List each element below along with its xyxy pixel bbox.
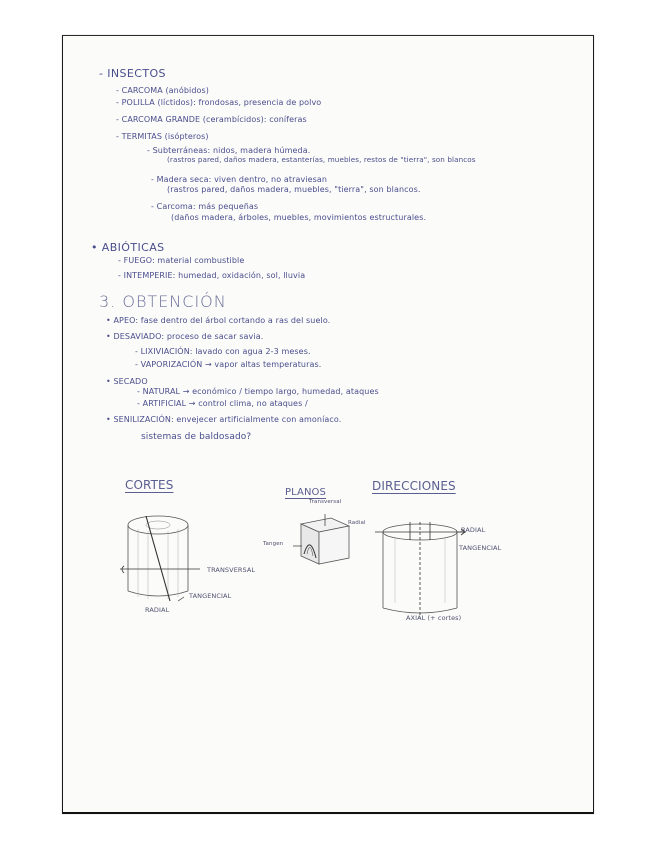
notebook-page xyxy=(62,35,594,814)
diagram-cortes-title: CORTES xyxy=(125,478,174,492)
obtencion-apeo: • APEO: fase dentro del árbol cortando a ras del suelo. xyxy=(106,316,331,325)
insectos-carcoma: - CARCOMA (anóbidos) xyxy=(116,86,209,95)
insectos-carcoma-grande: - CARCOMA GRANDE (cerambícidos): coníferas xyxy=(116,115,307,124)
section-abioticas-title: • ABIÓTICAS xyxy=(91,241,165,254)
cortes-label-radial: RADIAL xyxy=(145,606,170,614)
abioticas-fuego: - FUEGO: material combustible xyxy=(118,256,245,265)
obtencion-senilizacion: • SENILIZACIÓN: envejecer artificialmente con amoníaco. xyxy=(106,415,342,424)
termitas-madera-seca-detail: (rastros pared, daños madera, muebles, "tierra", son blancos. xyxy=(167,185,421,194)
obtencion-secado-artificial: - ARTIFICIAL → control clima, no ataques / xyxy=(137,399,308,408)
planos-label-radial: Radial xyxy=(348,520,366,526)
diagram-direcciones-title: DIRECCIONES xyxy=(372,479,456,493)
obtencion-vaporizacion: - VAPORIZACIÓN → vapor altas temperaturas. xyxy=(135,360,322,369)
obtencion-lixiviacion: - LIXIVIACIÓN: lavado con agua 2-3 meses. xyxy=(135,347,311,356)
termitas-subterraneas: - Subterráneas: nidos, madera húmeda. xyxy=(147,146,311,155)
planos-label-tangencial: Tangen xyxy=(263,541,284,547)
cortes-label-tangencial: TANGENCIAL xyxy=(189,592,232,600)
obtencion-secado: • SECADO xyxy=(106,377,148,386)
diagram-planos-title: PLANOS xyxy=(285,487,326,498)
obtencion-secado-natural: - NATURAL → económico / tiempo largo, humedad, ataques xyxy=(137,387,379,396)
direcciones-label-radial: RADIAL xyxy=(461,526,486,534)
direcciones-label-axial: AXIAL (+ cortes) xyxy=(406,614,462,622)
cortes-label-transversal: TRANSVERSAL xyxy=(207,566,256,574)
direcciones-label-tangencial: TANGENCIAL xyxy=(459,544,502,552)
insectos-termitas: - TERMITAS (isópteros) xyxy=(116,132,209,141)
abioticas-intemperie: - INTEMPERIE: humedad, oxidación, sol, lluvia xyxy=(118,271,306,280)
planos-label-transversal: Transversal xyxy=(309,499,342,505)
planos-cube-sketch xyxy=(291,506,361,566)
termitas-madera-seca: - Madera seca: viven dentro, no atraviesan xyxy=(151,175,328,184)
insectos-polilla: - POLILLA (líctidos): frondosas, presencia de polvo xyxy=(116,98,322,107)
termitas-carcoma: - Carcoma: más pequeñas xyxy=(151,202,259,211)
section-obtencion-title: 3. OBTENCIÓN xyxy=(99,292,227,311)
termitas-subterraneas-detail: (rastros pared, daños madera, estanterías, muebles, restos de "tierra", son blancos xyxy=(167,155,476,164)
section-insectos-title: - INSECTOS xyxy=(99,67,166,80)
obtencion-question: sistemas de baldosado? xyxy=(141,432,252,442)
direcciones-cylinder-sketch xyxy=(375,518,485,628)
termitas-carcoma-detail: (daños madera, árboles, muebles, movimientos estructurales. xyxy=(171,213,427,222)
obtencion-desaviado: • DESAVIADO: proceso de sacar savia. xyxy=(106,332,264,341)
